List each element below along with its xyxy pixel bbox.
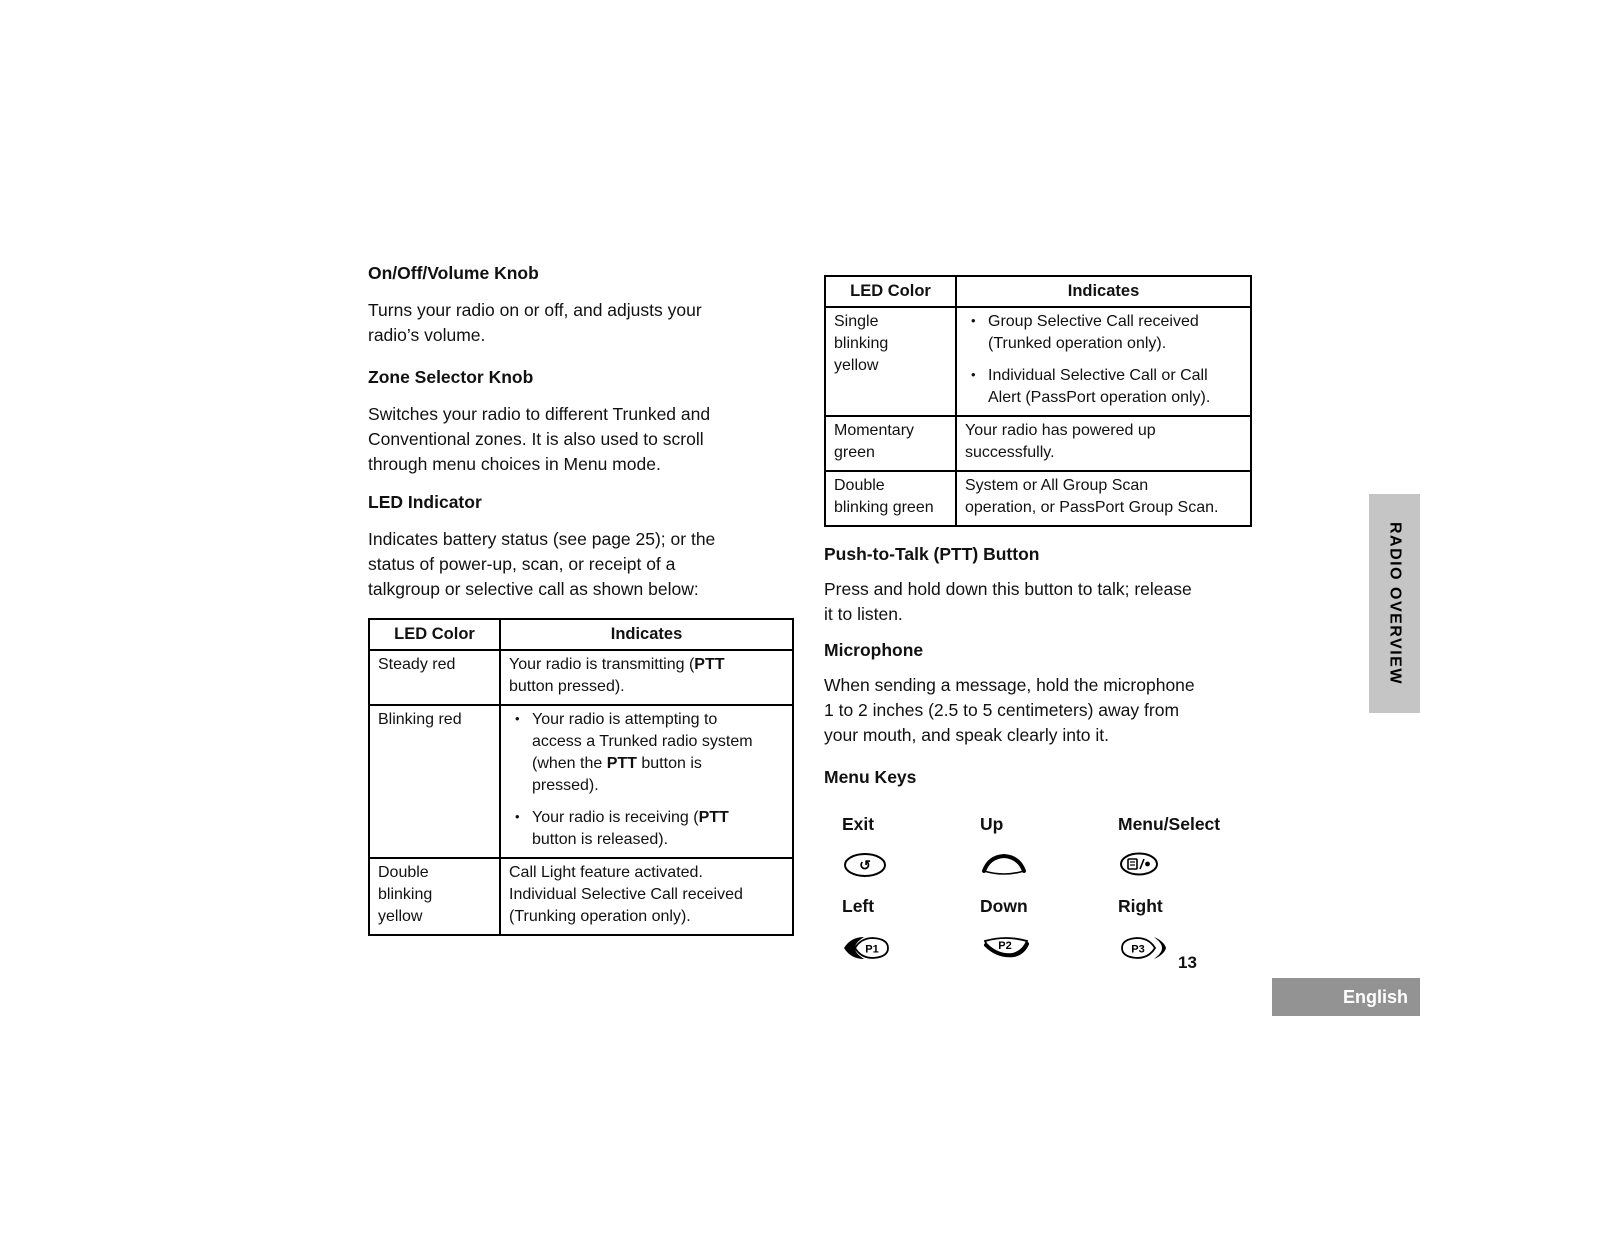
- bullet-text: Group Selective Call received (Trunked operation only).: [988, 313, 1199, 352]
- bullet-item: [509, 807, 784, 851]
- page-number: 13: [1178, 953, 1197, 972]
- header-indicates: Indicates: [500, 619, 793, 650]
- heading-zone-selector-knob: Zone Selector Knob: [368, 367, 534, 387]
- menu-key-label: Right: [1118, 896, 1163, 916]
- table-row: [369, 858, 793, 935]
- bullet-icon: •: [971, 367, 976, 382]
- down-key-icon: [980, 933, 1118, 963]
- cell-indicates: System or All Group Scan operation, or PassPort Group Scan.: [956, 471, 1251, 526]
- menu-select-key-icon: [1118, 851, 1256, 881]
- header-indicates: Indicates: [956, 276, 1251, 307]
- cell-led-color: Steady red: [369, 650, 500, 705]
- cell-led-color: Single blinking yellow: [825, 307, 956, 416]
- bullet-text: Individual Selective Call or Call Alert (PassPort operation only).: [988, 367, 1211, 406]
- heading-microphone: Microphone: [824, 640, 924, 660]
- heading-on-off-volume-knob: On/Off/Volume Knob: [368, 263, 539, 283]
- paragraph-on-off-volume-knob: Turns your radio on or off, and adjusts your radio’s volume.: [368, 300, 702, 345]
- bullet-text: Your radio is attempting to access a Trunked radio system (when the PTT button is pressed).: [532, 711, 753, 794]
- bullet-icon: •: [515, 711, 520, 726]
- paragraph-ptt-button: Press and hold down this button to talk; release it to listen.: [824, 579, 1192, 624]
- cell-indicates: [500, 705, 793, 858]
- heading-menu-keys: Menu Keys: [824, 767, 917, 787]
- menu-key-label: Exit: [842, 814, 875, 834]
- menu-key-down: [980, 896, 1118, 963]
- header-led-color: LED Color: [369, 619, 500, 650]
- led-table-left: [368, 618, 794, 936]
- menu-key-label: Menu/Select: [1118, 814, 1221, 834]
- table-row: [825, 471, 1251, 526]
- bullet-icon: •: [515, 809, 520, 824]
- menu-key-label: Up: [980, 814, 1004, 834]
- exit-key-icon: [842, 851, 980, 881]
- table-row: [369, 650, 793, 705]
- table-row: [369, 705, 793, 858]
- cell-led-color: Blinking red: [369, 705, 500, 858]
- menu-key-label: Down: [980, 896, 1028, 916]
- menu-key-label: Left: [842, 896, 875, 916]
- up-key-icon: [980, 851, 1118, 881]
- menu-keys-figure: [842, 814, 1256, 963]
- left-column: [368, 262, 794, 936]
- cell-led-color: Momentary green: [825, 416, 956, 471]
- menu-keys-row-1: [842, 814, 1256, 881]
- bullet-item: [509, 709, 784, 797]
- table-row: [825, 416, 1251, 471]
- svg-text:↺: ↺: [859, 857, 871, 873]
- cell-indicates: Call Light feature activated. Individual Selective Call received (Trunking operation only).: [500, 858, 793, 935]
- svg-text:P1: P1: [865, 943, 879, 956]
- paragraph-zone-selector-knob: Switches your radio to different Trunked and Conventional zones. It is also used to scroll through menu choices in Menu mode.: [368, 404, 711, 474]
- cell-indicates: Your radio is transmitting (PTT button pressed).: [500, 650, 793, 705]
- table-header-row: [369, 619, 793, 650]
- bullet-item: [965, 365, 1242, 409]
- menu-key-menu-select: [1118, 814, 1256, 881]
- heading-led-indicator: LED Indicator: [368, 492, 482, 512]
- header-led-color: LED Color: [825, 276, 956, 307]
- section-tab-radio-overview: RADIO OVERVIEW: [1369, 494, 1420, 713]
- bullet-icon: •: [971, 313, 976, 328]
- menu-key-exit: [842, 814, 980, 881]
- menu-key-left: [842, 896, 980, 963]
- left-key-icon: [842, 933, 980, 963]
- led-table-right: [824, 275, 1252, 527]
- svg-text:P3: P3: [1131, 943, 1145, 956]
- table-row: [825, 307, 1251, 416]
- menu-key-up: [980, 814, 1118, 881]
- cell-indicates: [956, 307, 1251, 416]
- heading-ptt-button: Push-to-Talk (PTT) Button: [824, 544, 1040, 564]
- svg-text:P2: P2: [998, 940, 1012, 952]
- bullet-text: Your radio is receiving (PTT button is released).: [532, 809, 729, 848]
- cell-indicates: Your radio has powered up successfully.: [956, 416, 1251, 471]
- bullet-item: [965, 311, 1242, 355]
- paragraph-led-indicator: Indicates battery status (see page 25); or the status of power-up, scan, or receipt of a talkgroup or selective call as shown below:: [368, 529, 716, 599]
- paragraph-microphone: When sending a message, hold the microphone 1 to 2 inches (2.5 to 5 centimeters) away from your mouth, and speak clearly into it.: [824, 675, 1195, 745]
- language-tab: English: [1272, 978, 1420, 1016]
- cell-led-color: Double blinking yellow: [369, 858, 500, 935]
- right-column: [824, 275, 1256, 963]
- table-header-row: [825, 276, 1251, 307]
- cell-led-color: Double blinking green: [825, 471, 956, 526]
